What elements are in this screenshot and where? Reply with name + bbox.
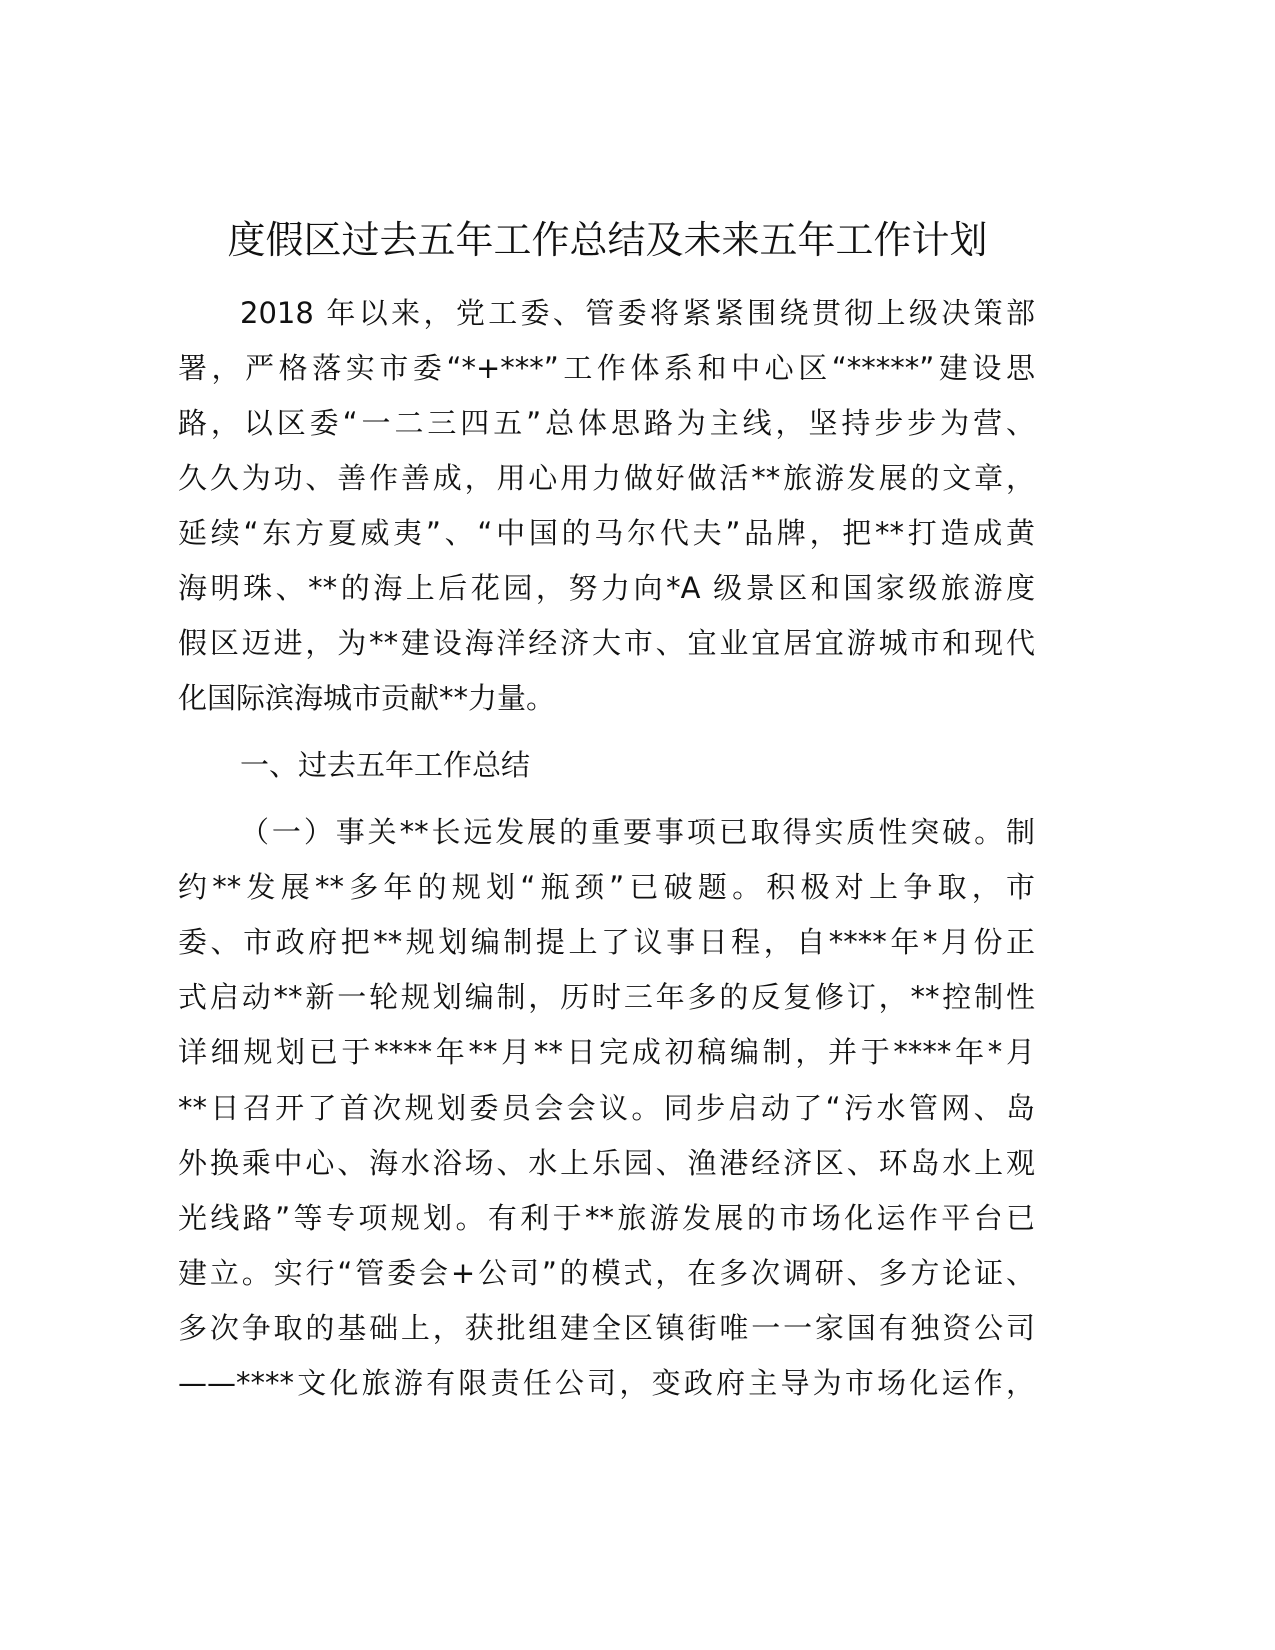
text-line: 建立。实行“管委会+公司”的模式，在多次调研、多方论证、 (178, 1256, 1035, 1290)
text-line: ——****文化旅游有限责任公司，变政府主导为市场化运作， (178, 1366, 1035, 1400)
section-heading: 一、过去五年工作总结 (240, 748, 531, 782)
text-line: 式启动**新一轮规划编制，历时三年多的反复修订，**控制性 (178, 980, 1035, 1014)
text-line: 路，以区委“一二三四五”总体思路为主线，坚持步步为营、 (178, 406, 1035, 440)
text-line: 光线路”等专项规划。有利于**旅游发展的市场化运作平台已 (178, 1201, 1035, 1235)
text-line: 化国际滨海城市贡献**力量。 (178, 681, 556, 715)
text-line: 延续“东方夏威夷”、“中国的马尔代夫”品牌，把**打造成黄 (178, 516, 1035, 550)
text-line: 约**发展**多年的规划“瓶颈”已破题。积极对上争取，市 (178, 870, 1035, 904)
text-line: 署，严格落实市委“*+***”工作体系和中心区“*****”建设思 (178, 351, 1035, 385)
text-line: 外换乘中心、海水浴场、水上乐园、渔港经济区、环岛水上观 (178, 1146, 1035, 1180)
text-line: 详细规划已于****年**月**日完成初稿编制，并于****年*月 (178, 1035, 1035, 1069)
text-line: 假区迈进，为**建设海洋经济大市、宜业宜居宜游城市和现代 (178, 626, 1035, 660)
text-line: 海明珠、**的海上后花园，努力向*A 级景区和国家级旅游度 (178, 571, 1035, 605)
text-line: 委、市政府把**规划编制提上了议事日程，自****年*月份正 (178, 925, 1035, 959)
text-line: 多次争取的基础上，获批组建全区镇街唯一一家国有独资公司 (178, 1311, 1035, 1345)
text-line: 2018 年以来，党工委、管委将紧紧围绕贯彻上级决策部 (240, 296, 1035, 330)
document-title: 度假区过去五年工作总结及未来五年工作计划 (227, 218, 988, 262)
text-line: （一）事关**长远发展的重要事项已取得实质性突破。制 (240, 815, 1035, 849)
text-line: 久久为功、善作善成，用心用力做好做活**旅游发展的文章， (178, 461, 1035, 495)
text-line: **日召开了首次规划委员会会议。同步启动了“污水管网、岛 (178, 1091, 1035, 1125)
